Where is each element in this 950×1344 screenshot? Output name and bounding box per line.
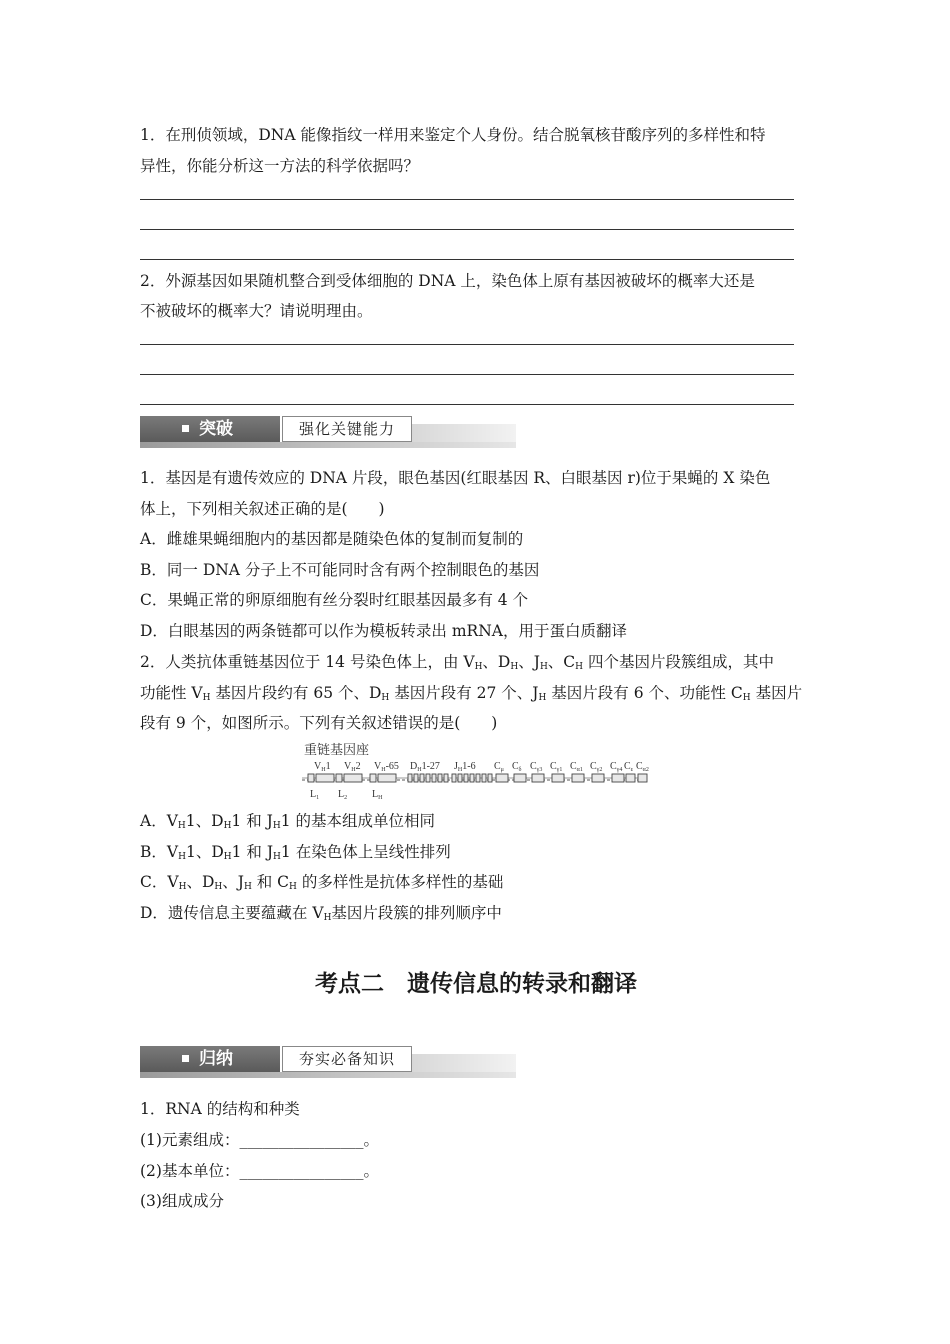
fill-item-1: (1)元素组成：________________。 (140, 1131, 379, 1149)
answer-line[interactable] (140, 404, 794, 405)
jh-segment (452, 774, 456, 782)
mc-question-2-cont: 功能性 $V_H$ 基因片段约有 65 个、$D_H$ 基因片段有 27 个、$J_H$ 基因片段有 6 个、功能性 $C_H$ 基因片 (140, 684, 803, 703)
option-d: D．白眼基因的两条链都可以作为模板转录出 mRNA，用于蛋白质翻译 (140, 622, 627, 640)
banner-subtitle: 强化关键能力 (282, 416, 412, 442)
label-c-segment: $C_{\alpha 1}$ (570, 761, 583, 773)
label-dh: $D_H1-27$ (410, 761, 440, 773)
fill-item-2: (2)基本单位：________________。 (140, 1162, 379, 1180)
question-2-text: 2．外源基因如果随机整合到受体细胞的 DNA 上，染色体上原有基因被破坏的概率大还是 (140, 272, 755, 290)
option-c: C．$V_H$、$D_H$、$J_H$ 和 $C_H$ 的多样性是抗体多样性的基础 (140, 873, 504, 892)
l2-segment (336, 774, 342, 782)
ch-segment (626, 774, 635, 782)
jh-segment (458, 774, 462, 782)
label-lh: $L_H$ (372, 789, 383, 800)
ch-segment (496, 774, 508, 782)
answer-line[interactable] (140, 344, 794, 345)
vh1-segment (316, 774, 334, 782)
jh-segment (464, 774, 468, 782)
label-vh2: $V_H2$ (344, 761, 361, 773)
option-a: A．$V_H1$、$D_H1$ 和 $J_H1$ 的基本组成单位相同 (140, 812, 436, 831)
fill-blank[interactable]: ________________ (239, 1131, 364, 1149)
heavy-chain-locus-diagram (300, 740, 650, 800)
option-a: A．雌雄果蝇细胞内的基因都是随染色体的复制而复制的 (140, 530, 524, 548)
jh-segment (476, 774, 480, 782)
dh-segment (438, 774, 442, 782)
option-d: D．遗传信息主要蕴藏在 $V_H$基因片段簇的排列顺序中 (140, 904, 502, 923)
section-banner-summary (140, 1046, 516, 1078)
label-c-segment: $C_\delta$ (512, 761, 522, 773)
ch-segment (612, 774, 624, 782)
label-vh1: $V_H1$ (314, 761, 331, 773)
label-l2: $L_2$ (338, 789, 348, 800)
jh-segment (470, 774, 474, 782)
lh-segment (370, 774, 376, 782)
ch-segment (532, 774, 544, 782)
dh-segment (426, 774, 430, 782)
fill-blank[interactable]: ________________ (239, 1162, 364, 1180)
dh-segment (420, 774, 424, 782)
answer-line[interactable] (140, 229, 794, 230)
label-c-segment: $C_\varepsilon$ (624, 761, 634, 773)
section-banner-breakthrough (140, 416, 516, 448)
question-1-text: 1．在刑侦领域，DNA 能像指纹一样用来鉴定个人身份。结合脱氧核苷酸序列的多样性和特 (140, 126, 766, 144)
vh65-segment (378, 774, 396, 782)
l1-segment (308, 774, 314, 782)
answer-line[interactable] (140, 374, 794, 375)
option-c: C．果蝇正常的卵原细胞有丝分裂时红眼基因最多有 4 个 (140, 591, 529, 609)
label-l1: $L_1$ (310, 789, 320, 800)
option-b: B．$V_H1$、$D_H1$ 和 $J_H1$ 在染色体上呈线性排列 (140, 843, 451, 862)
ch-segment (638, 774, 647, 782)
banner-tag: 突破 (199, 419, 233, 439)
label-c-segment: $C_{\gamma 3}$ (530, 761, 543, 773)
question-2-text-cont: 不被破坏的概率大？请说明理由。 (140, 302, 373, 320)
square-bullet-icon (182, 425, 189, 432)
dh-segment (414, 774, 418, 782)
ch-segment (592, 774, 604, 782)
mc-question-1: 1．基因是有遗传效应的 DNA 片段，眼色基因(红眼基因 R、白眼基因 r)位于果蝇的 X 染色 (140, 469, 771, 487)
banner-tag: 归纳 (199, 1049, 233, 1069)
ch-segment (572, 774, 584, 782)
mc-question-2-cont2: 段有 9 个，如图所示。下列有关叙述错误的是( ) (140, 714, 498, 732)
square-bullet-icon (182, 1055, 189, 1062)
label-vh65: $V_H-65$ (374, 761, 399, 773)
label-c-segment: $C_{\gamma 2}$ (590, 761, 603, 773)
vh2-segment (344, 774, 362, 782)
mc-question-1-cont: 体上，下列相关叙述正确的是( ) (140, 500, 385, 518)
label-c-segment: $C_{\gamma 4}$ (610, 761, 623, 773)
dh-segment (408, 774, 412, 782)
label-jh: $J_H1-6$ (454, 761, 476, 773)
answer-line[interactable] (140, 199, 794, 200)
ch-segment (514, 774, 526, 782)
jh-segment (488, 774, 492, 782)
dh-segment (432, 774, 436, 782)
label-c-segment: $C_{\alpha 2}$ (636, 761, 649, 773)
diagram-title: 重链基因座 (304, 742, 370, 757)
ch-segment (552, 774, 564, 782)
fill-item-3: (3)组成成分 (140, 1192, 224, 1210)
answer-line[interactable] (140, 259, 794, 260)
option-b: B．同一 DNA 分子上不可能同时含有两个控制眼色的基因 (140, 561, 540, 579)
mc-question-2: 2．人类抗体重链基因位于 14 号染色体上，由 $V_H$、$D_H$、$J_H$、$C_H$ 四个基因片段簇组成，其中 (140, 653, 774, 672)
label-c-segment: $C_{\gamma 1}$ (550, 761, 563, 773)
label-c-segment: $C_\mu$ (494, 761, 504, 773)
dh-segment (444, 774, 448, 782)
rna-heading: 1．RNA 的结构和种类 (140, 1100, 300, 1118)
question-1-text-cont: 异性，你能分析这一方法的科学依据吗？ (140, 157, 420, 175)
section-title: 考点二 遗传信息的转录和翻译 (315, 971, 637, 997)
jh-segment (482, 774, 486, 782)
banner-subtitle: 夯实必备知识 (282, 1046, 412, 1072)
